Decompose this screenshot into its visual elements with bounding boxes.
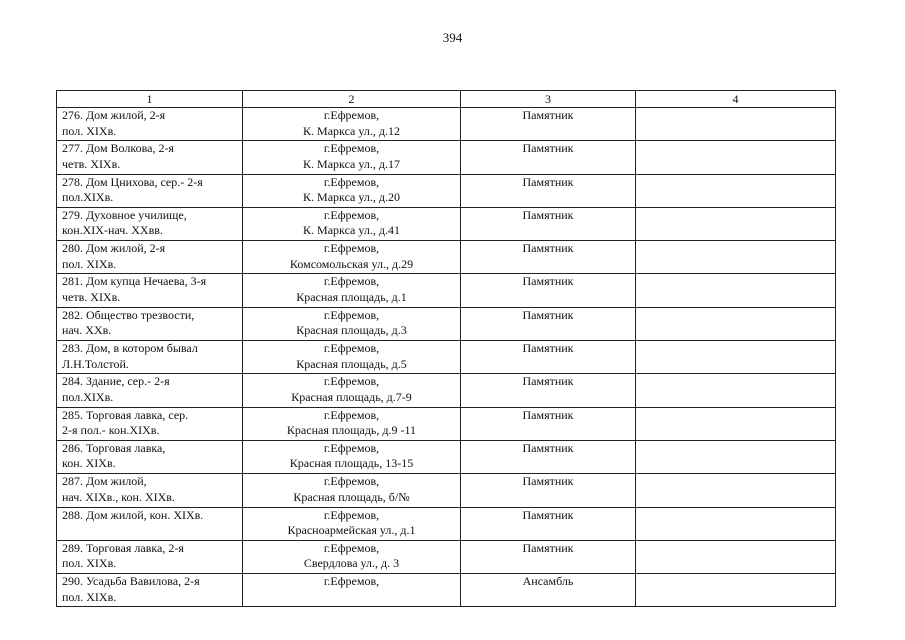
address-line: Красная площадь, д.1 (296, 289, 407, 304)
monument-name-line: кон.XIX-нач. XXвв. (62, 223, 163, 238)
column-header: 4 (636, 91, 836, 108)
note-cell (636, 141, 836, 174)
address-line: г.Ефремов, (323, 207, 380, 222)
monument-name-cell (57, 241, 243, 274)
category-cell: Памятник (461, 307, 636, 340)
table-row (57, 574, 836, 607)
note-cell (636, 407, 836, 440)
table-row (57, 274, 836, 307)
address-line: Свердлова ул., д. 3 (303, 556, 400, 571)
address-cell (243, 174, 461, 207)
monument-name-line: 284. Здание, сер.- 2-я (62, 374, 170, 389)
note-cell (636, 474, 836, 507)
note-cell (636, 274, 836, 307)
monument-name-line: 281. Дом купца Нечаева, 3-я (62, 274, 207, 289)
table-row (57, 374, 836, 407)
table-row (57, 108, 836, 141)
note-cell (636, 341, 836, 374)
address-line: Красная площадь, д.5 (296, 356, 407, 371)
column-header: 3 (461, 91, 636, 108)
note-cell (636, 440, 836, 473)
address-line: г.Ефремов, (323, 141, 380, 156)
address-cell (243, 440, 461, 473)
address-line: Красная площадь, б/№ (293, 489, 410, 504)
category-cell: Памятник (461, 374, 636, 407)
monument-name-line: пол.XIXв. (62, 389, 114, 404)
monument-name-cell (57, 507, 243, 540)
address-line: Комсомольская ул., д.29 (289, 256, 414, 271)
address-cell (243, 374, 461, 407)
monument-name-cell (57, 407, 243, 440)
category-cell: Памятник (461, 407, 636, 440)
address-line: г.Ефремов, (323, 574, 380, 589)
monument-name-line: 289. Торговая лавка, 2-я (62, 540, 184, 555)
monument-name-line: 277. Дом Волкова, 2-я (62, 141, 174, 156)
monument-name-line: пол. XIXв. (62, 556, 117, 571)
page-number: 394 (442, 30, 463, 45)
monument-name-line: 290. Усадьба Вавилова, 2-я (62, 574, 200, 589)
monument-name-line: кон. XIXв. (62, 456, 116, 471)
table-row (57, 307, 836, 340)
address-cell (243, 207, 461, 240)
category-cell: Памятник (461, 207, 636, 240)
address-line: г.Ефремов, (323, 341, 380, 356)
category-cell: Памятник (461, 108, 636, 141)
monument-name-line: четв. XIXв. (62, 156, 121, 171)
monument-name-line: 280. Дом жилой, 2-я (62, 241, 166, 256)
monument-name-line: Л.Н.Толстой. (62, 356, 129, 371)
note-cell (636, 241, 836, 274)
monument-name-line: нач. XXв. (62, 323, 112, 338)
address-line: г.Ефремов, (323, 374, 380, 389)
address-cell (243, 274, 461, 307)
category-cell: Памятник (461, 141, 636, 174)
header-row (57, 91, 836, 108)
monument-name-cell (57, 574, 243, 607)
table-body (57, 108, 836, 607)
note-cell (636, 507, 836, 540)
address-cell (243, 507, 461, 540)
address-line: г.Ефремов, (323, 474, 380, 489)
address-line: Красная площадь, д.3 (296, 323, 407, 338)
address-line: К. Маркса ул., д.17 (303, 156, 400, 171)
address-line: К. Маркса ул., д.12 (303, 123, 400, 138)
note-cell (636, 540, 836, 573)
monument-name-line: пол. XIXв. (62, 589, 117, 604)
monument-name-line: 278. Дом Цнихова, сер.- 2-я (62, 174, 203, 189)
address-line: Красноармейская ул., д.1 (287, 523, 416, 538)
monument-name-cell (57, 474, 243, 507)
table-row (57, 341, 836, 374)
table-row (57, 141, 836, 174)
address-line: г.Ефремов, (323, 507, 380, 522)
address-cell (243, 407, 461, 440)
monument-name-line: пол.XIXв. (62, 190, 114, 205)
address-line: г.Ефремов, (323, 407, 380, 422)
monument-name-line: 279. Духовное училище, (62, 207, 187, 222)
monument-name-line: 282. Общество трезвости, (62, 307, 195, 322)
monument-name-line: пол. XIXв. (62, 123, 117, 138)
note-cell (636, 307, 836, 340)
monument-name-line: четв. XIXв. (62, 289, 121, 304)
monument-name-line: 286. Торговая лавка, (62, 440, 166, 455)
category-cell: Памятник (461, 241, 636, 274)
address-line: Красная площадь, д.9 -11 (286, 423, 417, 438)
monument-name-cell (57, 174, 243, 207)
monument-name-cell (57, 108, 243, 141)
table-row (57, 241, 836, 274)
category-cell: Ансамбль (461, 574, 636, 607)
monument-name-line: 276. Дом жилой, 2-я (62, 108, 166, 122)
address-line: г.Ефремов, (323, 274, 380, 289)
category-cell: Памятник (461, 540, 636, 573)
address-line: г.Ефремов, (323, 174, 380, 189)
monument-name-line: нач. XIXв., кон. XIXв. (62, 489, 175, 504)
monument-name-cell (57, 540, 243, 573)
note-cell (636, 207, 836, 240)
address-cell (243, 474, 461, 507)
address-line: г.Ефремов, (323, 108, 380, 122)
table-row (57, 474, 836, 507)
category-cell: Памятник (461, 274, 636, 307)
note-cell (636, 174, 836, 207)
table-row (57, 507, 836, 540)
monument-name-line: 283. Дом, в котором бывал (62, 341, 198, 356)
address-line: г.Ефремов, (323, 440, 380, 455)
heritage-table (56, 90, 836, 607)
category-cell: Памятник (461, 440, 636, 473)
address-line: К. Маркса ул., д.41 (303, 223, 400, 238)
monument-name-cell (57, 341, 243, 374)
monument-name-line: 287. Дом жилой, (62, 474, 147, 489)
monument-name-cell (57, 274, 243, 307)
note-cell (636, 574, 836, 607)
monument-name-cell (57, 207, 243, 240)
category-cell: Памятник (461, 174, 636, 207)
table-row (57, 440, 836, 473)
monument-name-cell (57, 374, 243, 407)
column-header: 1 (57, 91, 243, 108)
address-cell (243, 341, 461, 374)
address-line: Красная площадь, д.7-9 (291, 389, 412, 404)
monument-name-cell (57, 141, 243, 174)
monument-name-line: пол. XIXв. (62, 256, 117, 271)
address-cell (243, 141, 461, 174)
table-row (57, 407, 836, 440)
table-row (57, 207, 836, 240)
column-header: 2 (243, 91, 461, 108)
note-cell (636, 108, 836, 141)
monument-name-line: 288. Дом жилой, кон. XIXв. (62, 507, 204, 522)
table-row (57, 174, 836, 207)
address-line: г.Ефремов, (323, 241, 380, 256)
monument-name-line: 285. Торговая лавка, сер. (62, 407, 189, 422)
monument-name-cell (57, 440, 243, 473)
address-line: Красная площадь, 13-15 (289, 456, 414, 471)
address-line: г.Ефремов, (323, 540, 380, 555)
address-cell (243, 540, 461, 573)
category-cell: Памятник (461, 474, 636, 507)
address-cell (243, 574, 461, 607)
category-cell: Памятник (461, 341, 636, 374)
monument-name-line: 2-я пол.- кон.XIXв. (62, 423, 160, 438)
address-line: г.Ефремов, (323, 307, 380, 322)
address-cell (243, 307, 461, 340)
monument-name-cell (57, 307, 243, 340)
address-cell (243, 108, 461, 141)
note-cell (636, 374, 836, 407)
address-line: К. Маркса ул., д.20 (303, 190, 400, 205)
category-cell: Памятник (461, 507, 636, 540)
table-row (57, 540, 836, 573)
address-cell (243, 241, 461, 274)
